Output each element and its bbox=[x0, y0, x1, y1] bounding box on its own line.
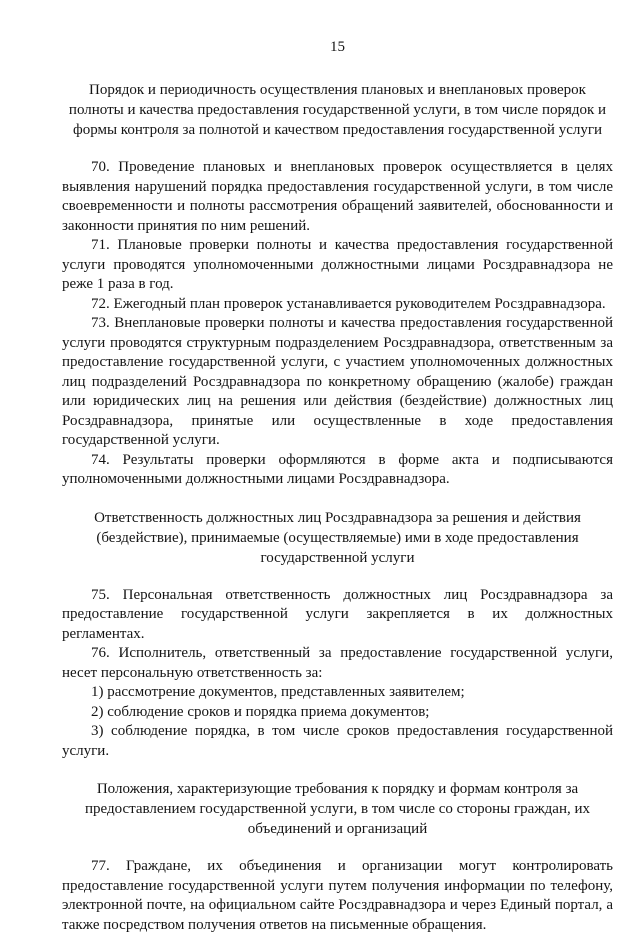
paragraph-74: 74. Результаты проверки оформляются в форме акта и подписываются уполномоченными должностными лицами Росздравнадзора. bbox=[62, 451, 613, 487]
section-heading-public-control: Положения, характеризующие требования к порядку и формам контроля за предоставлением государственной услуги, в том числе со стороны граждан, их объединений и организаций bbox=[84, 781, 591, 837]
spacer bbox=[62, 761, 613, 779]
spacer bbox=[62, 568, 613, 586]
spacer bbox=[62, 490, 613, 508]
section-heading-responsibility: Ответственность должностных лиц Росздравнадзора за решения и действия (бездействие), принимаемые (осуществляемые) ими в ходе предоставления государственной услуги bbox=[94, 509, 581, 566]
paragraph-75: 75. Персональная ответственность должностных лиц Росздравнадзора за предоставление государственной услуги закрепляется в их должностных регламентах. bbox=[62, 586, 613, 642]
paragraph-72: 72. Ежегодный план проверок устанавливается руководителем Росздравнадзора. bbox=[91, 295, 606, 312]
page-number: 15 bbox=[330, 39, 345, 55]
list-item-1: 1) рассмотрение документов, представленных заявителем; bbox=[91, 684, 465, 700]
paragraph-77: 77. Граждане, их объединения и организации могут контролировать предоставление государственной услуги путем получения информации по телефону, электронной почте, на официальном сайте Росздравнадзора и через Единый портал, а также посредством получения ответов на письменные обращения. bbox=[62, 858, 613, 933]
paragraph-73: 73. Внеплановые проверки полноты и качества предоставления государственной услуги проводятся структурным подразделением Росздравнадзора, ответственным за предоставление государственной услуги, с участием уполномоченных должностных лиц подразделений Росздравнадзора по конкретному обращению (жалобе) граждан или юридических лиц на решения или действия (бездействие) должностных лиц Росздравнадзора, принятые или осуществленные в ходе предоставления государственной услуги. bbox=[62, 315, 613, 448]
section-heading-control-procedure: Порядок и периодичность осуществления плановых и внеплановых проверок полноты и качества предоставления государственной услуги, в том числе порядок и формы контроля за полнотой и качеством предоставления государственной услуги bbox=[68, 82, 607, 138]
paragraph-71: 71. Плановые проверки полноты и качества предоставления государственной услуги проводятся уполномоченными должностными лицами Росздравнадзора не реже 1 раза в год. bbox=[62, 237, 613, 292]
spacer bbox=[62, 140, 613, 158]
paragraph-70: 70. Проведение плановых и внеплановых проверок осуществляется в целях выявления нарушений порядка предоставления государственной услуги, в том числе своевременности и полноты рассмотрения обращений заявителей, обоснованности и законности принятия по ним решений. bbox=[62, 159, 613, 234]
paragraph-76: 76. Исполнитель, ответственный за предоставление государственной услуги, несет персональную ответственность за: bbox=[62, 645, 613, 681]
list-item-3: 3) соблюдение порядка, в том числе сроков предоставления государственной услуги. bbox=[62, 723, 613, 759]
spacer bbox=[62, 839, 613, 857]
list-item-2: 2) соблюдение сроков и порядка приема документов; bbox=[91, 703, 430, 720]
